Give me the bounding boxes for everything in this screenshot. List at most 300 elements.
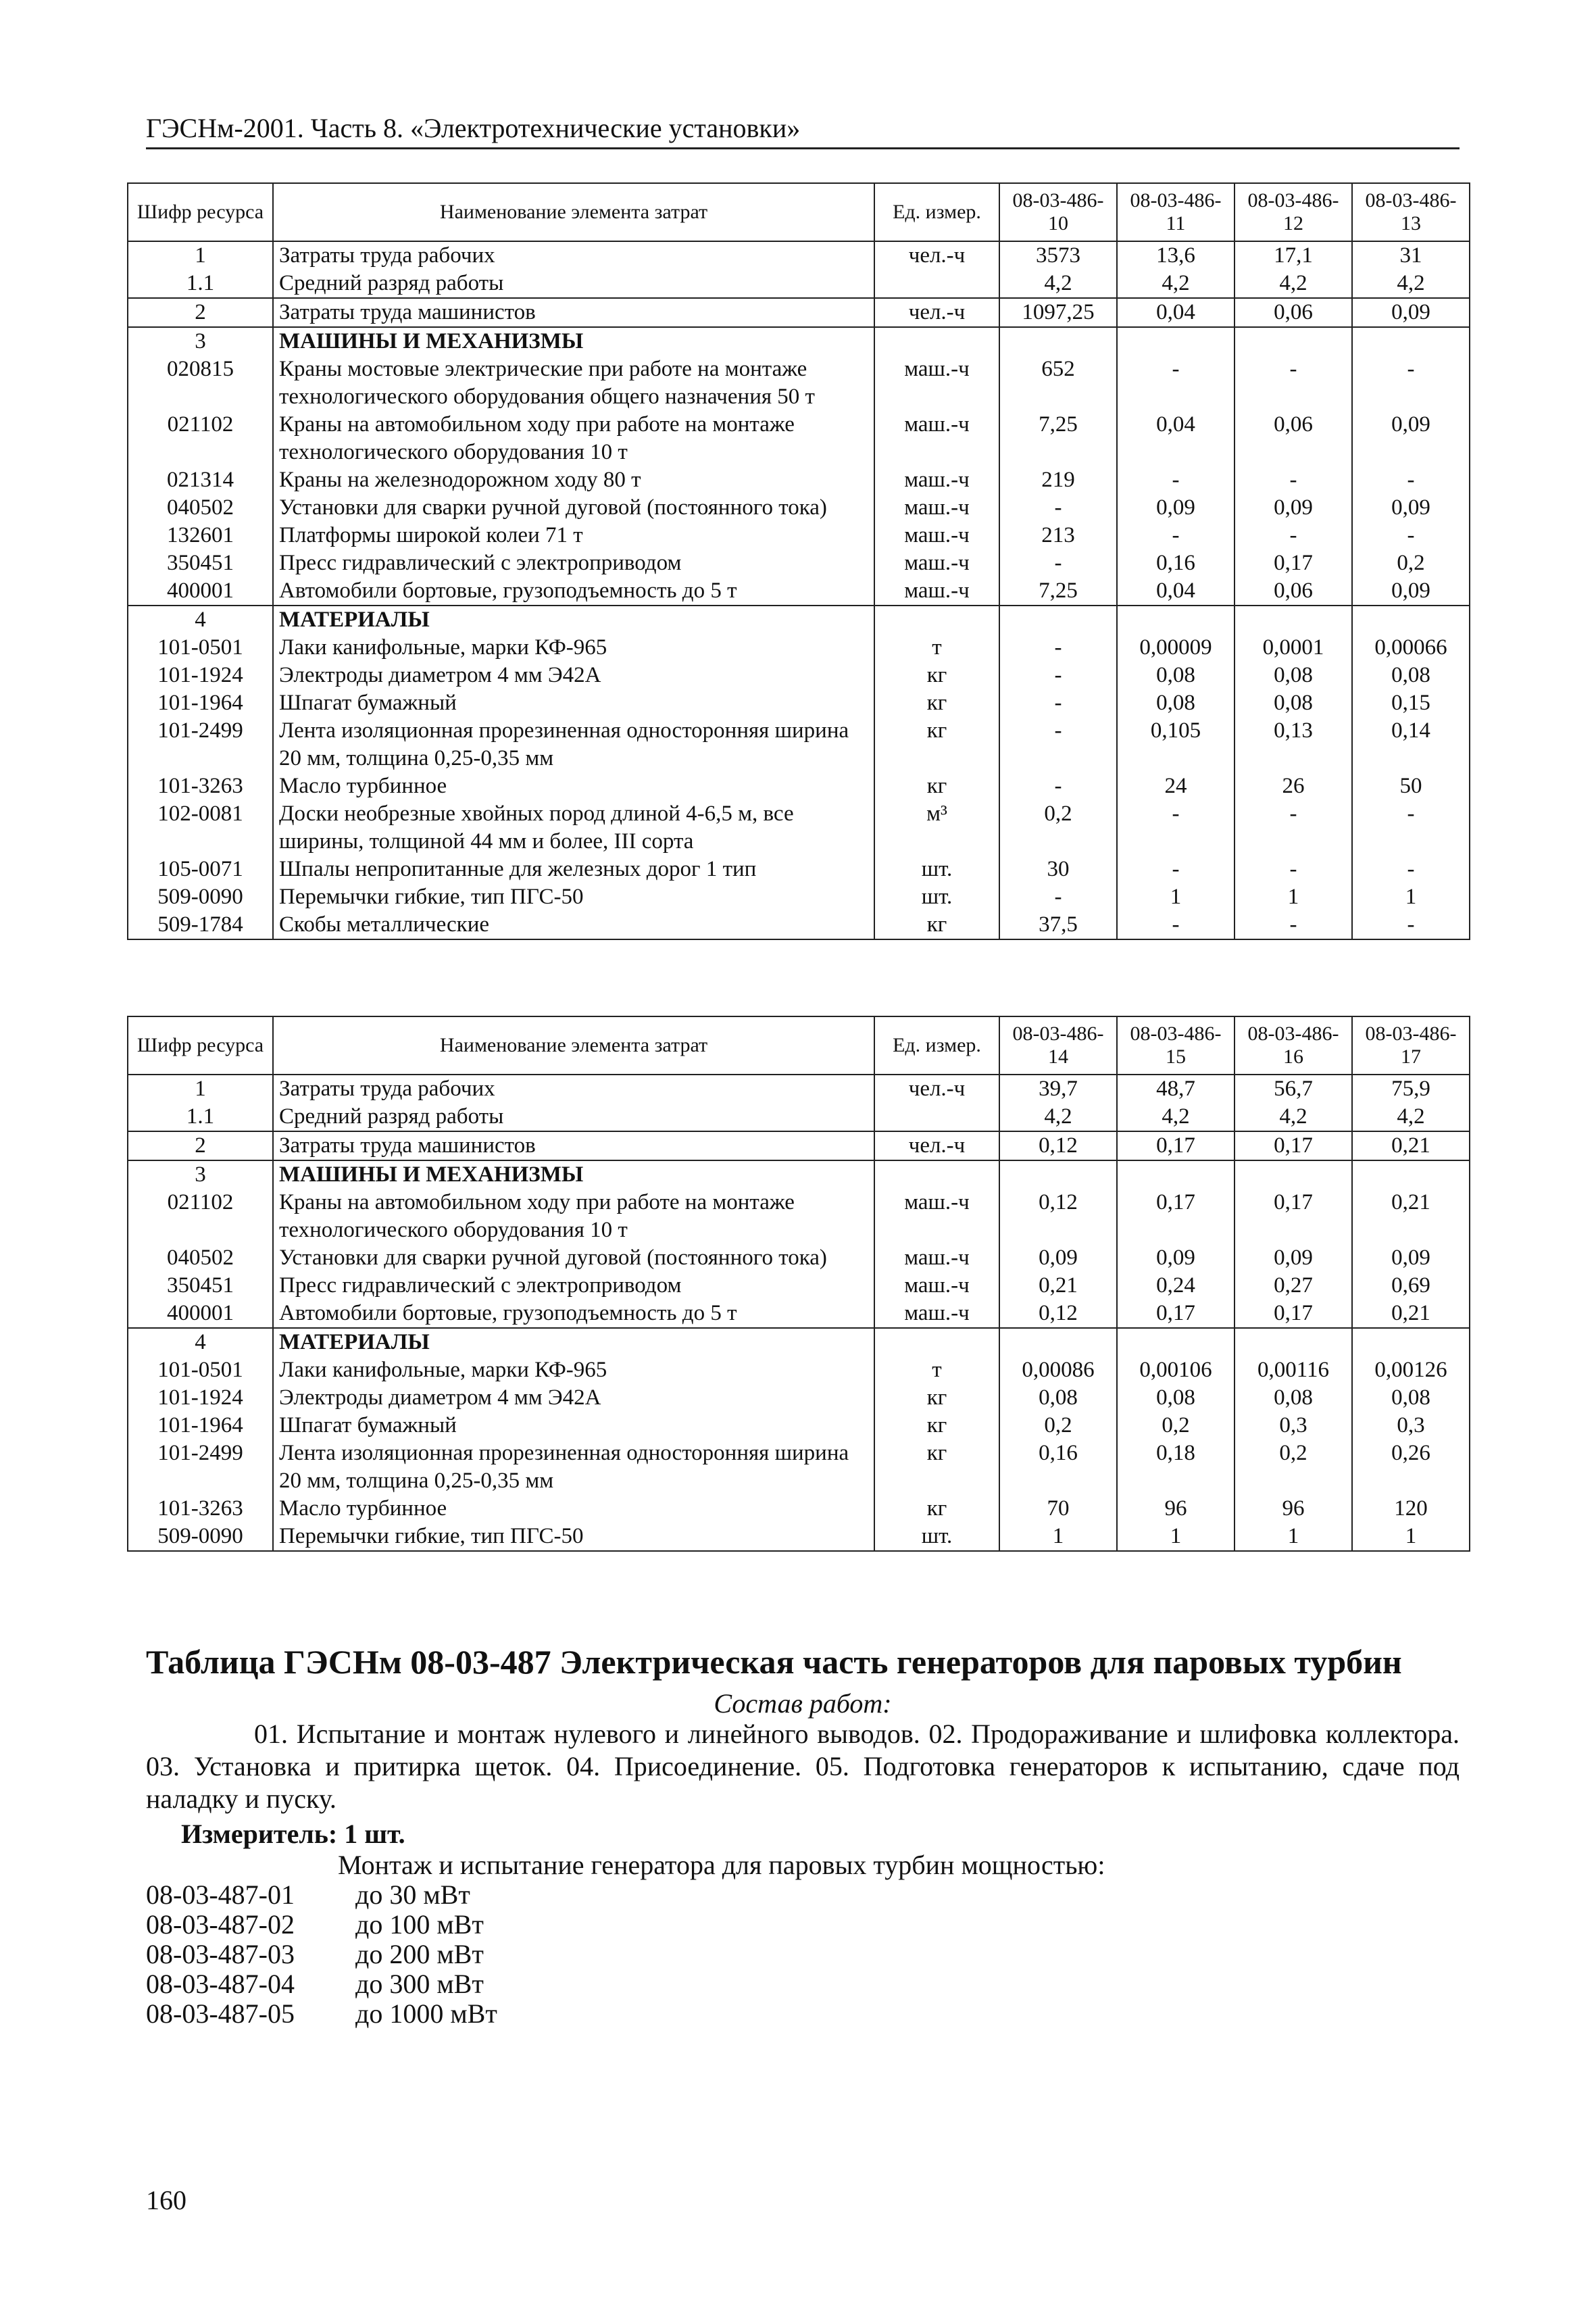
resource-value: - bbox=[999, 717, 1117, 772]
resource-name: Краны на автомобильном ходу при работе на монтаже технологического оборудования 10 т bbox=[273, 1189, 874, 1244]
table-row bbox=[128, 1244, 1470, 1272]
header-rate-column: 08-03-486-12 bbox=[1235, 183, 1352, 241]
table-header-row bbox=[128, 1016, 1470, 1075]
resource-name: Пресс гидравлический с электроприводом bbox=[273, 549, 874, 577]
header-unit: Ед. измер. bbox=[874, 1016, 999, 1075]
resource-value: 0,14 bbox=[1352, 717, 1470, 772]
resource-value: - bbox=[1235, 856, 1352, 883]
resource-value: 26 bbox=[1235, 772, 1352, 800]
resource-code: 040502 bbox=[128, 1244, 273, 1272]
resource-value: 0,21 bbox=[999, 1272, 1117, 1300]
header-name: Наименование элемента затрат bbox=[273, 1016, 874, 1075]
table-row bbox=[128, 606, 1470, 634]
resource-name: Перемычки гибкие, тип ПГС-50 bbox=[273, 1523, 874, 1551]
resource-value: 96 bbox=[1117, 1495, 1235, 1523]
resource-unit: маш.-ч bbox=[874, 1300, 999, 1328]
resource-value: - bbox=[1117, 911, 1235, 939]
resource-unit: кг bbox=[874, 1384, 999, 1412]
resource-value: - bbox=[1352, 856, 1470, 883]
resource-value: 0,24 bbox=[1117, 1272, 1235, 1300]
resource-value: 0,09 bbox=[1352, 577, 1470, 606]
table-row bbox=[128, 1523, 1470, 1551]
table-row bbox=[128, 1495, 1470, 1523]
resource-name: Лента изоляционная прорезиненная односторонняя ширина 20 мм, толщина 0,25-0,35 мм bbox=[273, 717, 874, 772]
resource-value: 1097,25 bbox=[999, 298, 1117, 327]
resource-name: Шпагат бумажный bbox=[273, 689, 874, 717]
resource-value bbox=[1117, 1160, 1235, 1189]
resource-value: 0,17 bbox=[1235, 1189, 1352, 1244]
resource-name: Затраты труда рабочих bbox=[273, 241, 874, 270]
resource-value: 0,08 bbox=[999, 1384, 1117, 1412]
resource-name: Электроды диаметром 4 мм Э42А bbox=[273, 662, 874, 689]
table-row bbox=[128, 577, 1470, 606]
table-row bbox=[128, 634, 1470, 662]
resource-value: 4,2 bbox=[1117, 1103, 1235, 1131]
resource-value: 219 bbox=[999, 466, 1117, 494]
resource-code: 021102 bbox=[128, 1189, 273, 1244]
resource-code: 400001 bbox=[128, 577, 273, 606]
resource-value: 0,00009 bbox=[1117, 634, 1235, 662]
table-row bbox=[128, 298, 1470, 327]
resource-value: 0,09 bbox=[1235, 494, 1352, 522]
resource-name: Установки для сварки ручной дуговой (постоянного тока) bbox=[273, 1244, 874, 1272]
resource-unit: маш.-ч bbox=[874, 549, 999, 577]
header-rate-column: 08-03-486-13 bbox=[1352, 183, 1470, 241]
resource-code: 4 bbox=[128, 606, 273, 634]
resource-value: - bbox=[1235, 522, 1352, 549]
resource-value: - bbox=[1235, 911, 1352, 939]
resource-name: Автомобили бортовые, грузоподъемность до 5 т bbox=[273, 1300, 874, 1328]
resource-value: 0,17 bbox=[1235, 1131, 1352, 1160]
resource-code: 2 bbox=[128, 298, 273, 327]
resource-name: Краны мостовые электрические при работе на монтаже технологического оборудования общего назначения 50 т bbox=[273, 355, 874, 411]
table-row bbox=[128, 241, 1470, 270]
table-row bbox=[128, 1439, 1470, 1495]
resource-code: 101-1964 bbox=[128, 689, 273, 717]
resource-value bbox=[999, 606, 1117, 634]
resource-value: 0,15 bbox=[1352, 689, 1470, 717]
header-rate-column: 08-03-486-11 bbox=[1117, 183, 1235, 241]
table-row bbox=[128, 1300, 1470, 1328]
resource-name: МАТЕРИАЛЫ bbox=[273, 1328, 874, 1356]
resource-code: 101-2499 bbox=[128, 1439, 273, 1495]
resource-unit: кг bbox=[874, 1495, 999, 1523]
rate-text: до 100 мВт bbox=[355, 1909, 484, 1940]
resource-value: 13,6 bbox=[1117, 241, 1235, 270]
resource-value: 652 bbox=[999, 355, 1117, 411]
resource-unit: маш.-ч bbox=[874, 355, 999, 411]
table-row bbox=[128, 1356, 1470, 1384]
rate-code: 08-03-487-01 bbox=[146, 1879, 295, 1910]
resource-value: 0,06 bbox=[1235, 577, 1352, 606]
table-row bbox=[128, 1160, 1470, 1189]
table-row bbox=[128, 1328, 1470, 1356]
resource-unit: маш.-ч bbox=[874, 466, 999, 494]
resource-unit bbox=[874, 606, 999, 634]
resource-unit: маш.-ч bbox=[874, 1189, 999, 1244]
resource-name: Лаки канифольные, марки КФ-965 bbox=[273, 1356, 874, 1384]
resource-value: - bbox=[999, 772, 1117, 800]
resource-value: 0,08 bbox=[1117, 689, 1235, 717]
resource-unit bbox=[874, 1328, 999, 1356]
resource-value: 0,17 bbox=[1235, 1300, 1352, 1328]
resource-name: МАШИНЫ И МЕХАНИЗМЫ bbox=[273, 1160, 874, 1189]
resource-value: - bbox=[1235, 355, 1352, 411]
resource-unit: шт. bbox=[874, 1523, 999, 1551]
resource-unit: кг bbox=[874, 717, 999, 772]
header-rate-column: 08-03-486-15 bbox=[1117, 1016, 1235, 1075]
header-rate-column: 08-03-486-17 bbox=[1352, 1016, 1470, 1075]
resource-name: Автомобили бортовые, грузоподъемность до 5 т bbox=[273, 577, 874, 606]
resource-unit: кг bbox=[874, 689, 999, 717]
resource-value: 0,17 bbox=[1117, 1300, 1235, 1328]
resource-name: Средний разряд работы bbox=[273, 1103, 874, 1131]
resource-code: 3 bbox=[128, 1160, 273, 1189]
table-row bbox=[128, 800, 1470, 856]
section-title: Таблица ГЭСНм 08-03-487 Электрическая часть генераторов для паровых турбин bbox=[146, 1643, 1402, 1681]
resource-value: 0,04 bbox=[1117, 577, 1235, 606]
resource-value: 0,09 bbox=[1117, 1244, 1235, 1272]
resource-value bbox=[1235, 327, 1352, 355]
resource-value: 0,04 bbox=[1117, 411, 1235, 466]
resource-value bbox=[1352, 327, 1470, 355]
resource-unit: маш.-ч bbox=[874, 411, 999, 466]
table-row bbox=[128, 1189, 1470, 1244]
resource-value: 30 bbox=[999, 856, 1117, 883]
resource-value: 4,2 bbox=[1235, 270, 1352, 298]
resource-value: 0,17 bbox=[1235, 549, 1352, 577]
resource-unit: маш.-ч bbox=[874, 494, 999, 522]
resource-code: 021314 bbox=[128, 466, 273, 494]
table-header-row bbox=[128, 183, 1470, 241]
resource-value: 0,2 bbox=[1235, 1439, 1352, 1495]
resource-value: 0,08 bbox=[1352, 662, 1470, 689]
resource-value: 0,08 bbox=[1235, 689, 1352, 717]
resource-code: 105-0071 bbox=[128, 856, 273, 883]
resource-value: 70 bbox=[999, 1495, 1117, 1523]
resource-value: 0,08 bbox=[1117, 1384, 1235, 1412]
running-header: ГЭСНм-2001. Часть 8. «Электротехнические установки» bbox=[146, 112, 1460, 149]
table-body bbox=[128, 241, 1470, 939]
table-row bbox=[128, 355, 1470, 411]
resource-value: 0,12 bbox=[999, 1131, 1117, 1160]
resource-name: Шпагат бумажный bbox=[273, 1412, 874, 1439]
resource-value: 0,04 bbox=[1117, 298, 1235, 327]
resource-unit bbox=[874, 270, 999, 298]
resource-unit bbox=[874, 1160, 999, 1189]
resource-unit: т bbox=[874, 1356, 999, 1384]
resource-name: Перемычки гибкие, тип ПГС-50 bbox=[273, 883, 874, 911]
resource-value: 0,69 bbox=[1352, 1272, 1470, 1300]
resource-value: 24 bbox=[1117, 772, 1235, 800]
resource-value: 17,1 bbox=[1235, 241, 1352, 270]
rate-item bbox=[146, 1969, 497, 1999]
resource-unit: маш.-ч bbox=[874, 1272, 999, 1300]
resource-value: 7,25 bbox=[999, 411, 1117, 466]
resource-value: 3573 bbox=[999, 241, 1117, 270]
header-rate-column: 08-03-486-10 bbox=[999, 183, 1117, 241]
resource-value: 1 bbox=[1117, 1523, 1235, 1551]
resource-unit: кг bbox=[874, 1439, 999, 1495]
header-code: Шифр ресурса bbox=[128, 1016, 273, 1075]
resource-value: 0,26 bbox=[1352, 1439, 1470, 1495]
resource-value: - bbox=[1117, 856, 1235, 883]
resource-value: 4,2 bbox=[1352, 270, 1470, 298]
table-row bbox=[128, 411, 1470, 466]
resource-value: 0,09 bbox=[1352, 298, 1470, 327]
resource-unit: чел.-ч bbox=[874, 241, 999, 270]
resource-code: 350451 bbox=[128, 1272, 273, 1300]
resource-value bbox=[1235, 1160, 1352, 1189]
resource-table-486-14-17 bbox=[127, 1016, 1470, 1552]
table-body bbox=[128, 1075, 1470, 1551]
meter-note: Монтаж и испытание генератора для паровых турбин мощностью: bbox=[338, 1850, 1105, 1880]
resource-value: - bbox=[1352, 911, 1470, 939]
resource-value bbox=[1235, 1328, 1352, 1356]
resource-value: - bbox=[999, 689, 1117, 717]
resource-value: 4,2 bbox=[1352, 1103, 1470, 1131]
resource-value: 0,12 bbox=[999, 1189, 1117, 1244]
resource-value bbox=[999, 1328, 1117, 1356]
resource-value bbox=[1352, 1160, 1470, 1189]
rate-text: до 30 мВт bbox=[355, 1879, 470, 1910]
resource-value bbox=[1117, 327, 1235, 355]
resource-code: 102-0081 bbox=[128, 800, 273, 856]
resource-value: - bbox=[1235, 466, 1352, 494]
resource-code: 1.1 bbox=[128, 1103, 273, 1131]
resource-code: 101-0501 bbox=[128, 1356, 273, 1384]
table-row bbox=[128, 270, 1470, 298]
resource-unit: маш.-ч bbox=[874, 1244, 999, 1272]
resource-value: - bbox=[999, 549, 1117, 577]
resource-name: Скобы металлические bbox=[273, 911, 874, 939]
rate-code: 08-03-487-02 bbox=[146, 1909, 295, 1940]
table-row bbox=[128, 856, 1470, 883]
header-rate-column: 08-03-486-14 bbox=[999, 1016, 1117, 1075]
resource-unit: маш.-ч bbox=[874, 577, 999, 606]
table-row bbox=[128, 662, 1470, 689]
resource-value: 120 bbox=[1352, 1495, 1470, 1523]
resource-value: 0,09 bbox=[1352, 411, 1470, 466]
resource-value: - bbox=[999, 883, 1117, 911]
resource-value: 0,12 bbox=[999, 1300, 1117, 1328]
resource-code: 021102 bbox=[128, 411, 273, 466]
resource-name: Платформы широкой колеи 71 т bbox=[273, 522, 874, 549]
resource-value: 0,08 bbox=[1352, 1384, 1470, 1412]
resource-name: Средний разряд работы bbox=[273, 270, 874, 298]
rate-text: до 1000 мВт bbox=[355, 1998, 497, 2029]
resource-value: 0,17 bbox=[1117, 1189, 1235, 1244]
resource-value: 0,09 bbox=[1117, 494, 1235, 522]
resource-code: 101-0501 bbox=[128, 634, 273, 662]
resource-code: 2 bbox=[128, 1131, 273, 1160]
resource-value bbox=[1117, 606, 1235, 634]
resource-value: 0,09 bbox=[1352, 1244, 1470, 1272]
resource-code: 101-1924 bbox=[128, 1384, 273, 1412]
resource-name: Краны на автомобильном ходу при работе на монтаже технологического оборудования 10 т bbox=[273, 411, 874, 466]
resource-unit: кг bbox=[874, 662, 999, 689]
resource-value: 0,2 bbox=[999, 800, 1117, 856]
resource-value: 0,08 bbox=[1117, 662, 1235, 689]
resource-code: 1 bbox=[128, 241, 273, 270]
resource-unit: чел.-ч bbox=[874, 1075, 999, 1103]
resource-name: Затраты труда машинистов bbox=[273, 298, 874, 327]
composition-text: 01. Испытание и монтаж нулевого и линейного выводов. 02. Продораживание и шлифовка коллектора. 03. Установка и притирка щеток. 04. Присоединение. 05. Подготовка генераторов к испытанию, сдаче под наладку и пуску. bbox=[146, 1719, 1460, 1814]
resource-name: Масло турбинное bbox=[273, 772, 874, 800]
resource-unit: шт. bbox=[874, 883, 999, 911]
resource-value: 0,00116 bbox=[1235, 1356, 1352, 1384]
table-row bbox=[128, 1384, 1470, 1412]
resource-code: 509-1784 bbox=[128, 911, 273, 939]
resource-code: 020815 bbox=[128, 355, 273, 411]
resource-value: 0,16 bbox=[1117, 549, 1235, 577]
rate-item bbox=[146, 1910, 497, 1940]
resource-name: Масло турбинное bbox=[273, 1495, 874, 1523]
rate-item bbox=[146, 1880, 497, 1910]
resource-unit: кг bbox=[874, 911, 999, 939]
resource-value: 50 bbox=[1352, 772, 1470, 800]
table-row bbox=[128, 466, 1470, 494]
resource-code: 101-3263 bbox=[128, 1495, 273, 1523]
resource-value: 0,09 bbox=[1352, 494, 1470, 522]
resource-value: 37,5 bbox=[999, 911, 1117, 939]
resource-value bbox=[999, 1160, 1117, 1189]
resource-value: 0,27 bbox=[1235, 1272, 1352, 1300]
resource-value: 0,105 bbox=[1117, 717, 1235, 772]
resource-value: 0,00086 bbox=[999, 1356, 1117, 1384]
resource-value: - bbox=[999, 494, 1117, 522]
rate-text: до 200 мВт bbox=[355, 1939, 484, 1969]
table-row bbox=[128, 772, 1470, 800]
resource-value: 0,3 bbox=[1235, 1412, 1352, 1439]
resource-code: 101-1964 bbox=[128, 1412, 273, 1439]
table-row bbox=[128, 689, 1470, 717]
resource-value: 0,00106 bbox=[1117, 1356, 1235, 1384]
resource-value: 1 bbox=[1352, 1523, 1470, 1551]
resource-value: 0,0001 bbox=[1235, 634, 1352, 662]
table-row bbox=[128, 1131, 1470, 1160]
resource-value: 0,06 bbox=[1235, 411, 1352, 466]
resource-value: 1 bbox=[999, 1523, 1117, 1551]
header-unit: Ед. измер. bbox=[874, 183, 999, 241]
rate-item bbox=[146, 1940, 497, 1969]
resource-value: - bbox=[1235, 800, 1352, 856]
resource-value: 0,09 bbox=[1235, 1244, 1352, 1272]
resource-name: Шпалы непропитанные для железных дорог 1 тип bbox=[273, 856, 874, 883]
table-row bbox=[128, 717, 1470, 772]
resource-unit: шт. bbox=[874, 856, 999, 883]
table-row bbox=[128, 883, 1470, 911]
resource-value: 0,21 bbox=[1352, 1189, 1470, 1244]
resource-code: 509-0090 bbox=[128, 1523, 273, 1551]
resource-value: 0,08 bbox=[1235, 1384, 1352, 1412]
resource-value: - bbox=[1352, 466, 1470, 494]
resource-code: 3 bbox=[128, 327, 273, 355]
resource-name: Доски необрезные хвойных пород длиной 4-6,5 м, все ширины, толщиной 44 мм и более, III сорта bbox=[273, 800, 874, 856]
table-row bbox=[128, 1075, 1470, 1103]
resource-value: 0,09 bbox=[999, 1244, 1117, 1272]
resource-value: 0,2 bbox=[999, 1412, 1117, 1439]
resource-unit: маш.-ч bbox=[874, 522, 999, 549]
resource-value: 0,2 bbox=[1352, 549, 1470, 577]
resource-value: 7,25 bbox=[999, 577, 1117, 606]
table-row bbox=[128, 522, 1470, 549]
rate-code: 08-03-487-03 bbox=[146, 1939, 295, 1969]
resource-unit: м³ bbox=[874, 800, 999, 856]
resource-code: 1 bbox=[128, 1075, 273, 1103]
resource-value: 75,9 bbox=[1352, 1075, 1470, 1103]
header-code: Шифр ресурса bbox=[128, 183, 273, 241]
resource-unit: кг bbox=[874, 772, 999, 800]
resource-value bbox=[999, 327, 1117, 355]
resource-name: Затраты труда машинистов bbox=[273, 1131, 874, 1160]
resource-value: - bbox=[1352, 800, 1470, 856]
resource-value: - bbox=[1117, 800, 1235, 856]
header-rate-column: 08-03-486-16 bbox=[1235, 1016, 1352, 1075]
header-name: Наименование элемента затрат bbox=[273, 183, 874, 241]
resource-value: 0,13 bbox=[1235, 717, 1352, 772]
resource-value bbox=[1235, 606, 1352, 634]
table-row bbox=[128, 1272, 1470, 1300]
meter-label: Измеритель: 1 шт. bbox=[181, 1819, 405, 1849]
resource-value bbox=[1117, 1328, 1235, 1356]
table-row bbox=[128, 494, 1470, 522]
resource-value: - bbox=[1352, 355, 1470, 411]
resource-unit: чел.-ч bbox=[874, 298, 999, 327]
resource-code: 400001 bbox=[128, 1300, 273, 1328]
resource-value: 0,21 bbox=[1352, 1131, 1470, 1160]
resource-name: МАТЕРИАЛЫ bbox=[273, 606, 874, 634]
rates-list bbox=[146, 1880, 497, 2029]
rate-code: 08-03-487-04 bbox=[146, 1969, 295, 1999]
resource-name: Лаки канифольные, марки КФ-965 bbox=[273, 634, 874, 662]
resource-name: Пресс гидравлический с электроприводом bbox=[273, 1272, 874, 1300]
resource-value: - bbox=[1117, 466, 1235, 494]
resource-value: - bbox=[1117, 522, 1235, 549]
resource-value: 96 bbox=[1235, 1495, 1352, 1523]
resource-value: 0,00126 bbox=[1352, 1356, 1470, 1384]
resource-value: 0,2 bbox=[1117, 1412, 1235, 1439]
resource-code: 350451 bbox=[128, 549, 273, 577]
resource-code: 101-3263 bbox=[128, 772, 273, 800]
resource-value bbox=[1352, 606, 1470, 634]
resource-value: 1 bbox=[1235, 1523, 1352, 1551]
resource-code: 101-2499 bbox=[128, 717, 273, 772]
resource-value: - bbox=[1352, 522, 1470, 549]
resource-unit bbox=[874, 1103, 999, 1131]
resource-value: 0,16 bbox=[999, 1439, 1117, 1495]
resource-value: 1 bbox=[1352, 883, 1470, 911]
resource-value: 56,7 bbox=[1235, 1075, 1352, 1103]
table-row bbox=[128, 1103, 1470, 1131]
resource-unit: кг bbox=[874, 1412, 999, 1439]
page-number: 160 bbox=[146, 2185, 186, 2215]
resource-value: 213 bbox=[999, 522, 1117, 549]
table-row bbox=[128, 911, 1470, 939]
resource-value: 1 bbox=[1117, 883, 1235, 911]
resource-value: - bbox=[999, 634, 1117, 662]
resource-code: 101-1924 bbox=[128, 662, 273, 689]
resource-value: 0,3 bbox=[1352, 1412, 1470, 1439]
resource-code: 509-0090 bbox=[128, 883, 273, 911]
resource-value: 4,2 bbox=[999, 1103, 1117, 1131]
resource-value: - bbox=[1117, 355, 1235, 411]
resource-code: 040502 bbox=[128, 494, 273, 522]
resource-value: 0,00066 bbox=[1352, 634, 1470, 662]
resource-value: 0,08 bbox=[1235, 662, 1352, 689]
resource-unit bbox=[874, 327, 999, 355]
rate-text: до 300 мВт bbox=[355, 1969, 484, 1999]
